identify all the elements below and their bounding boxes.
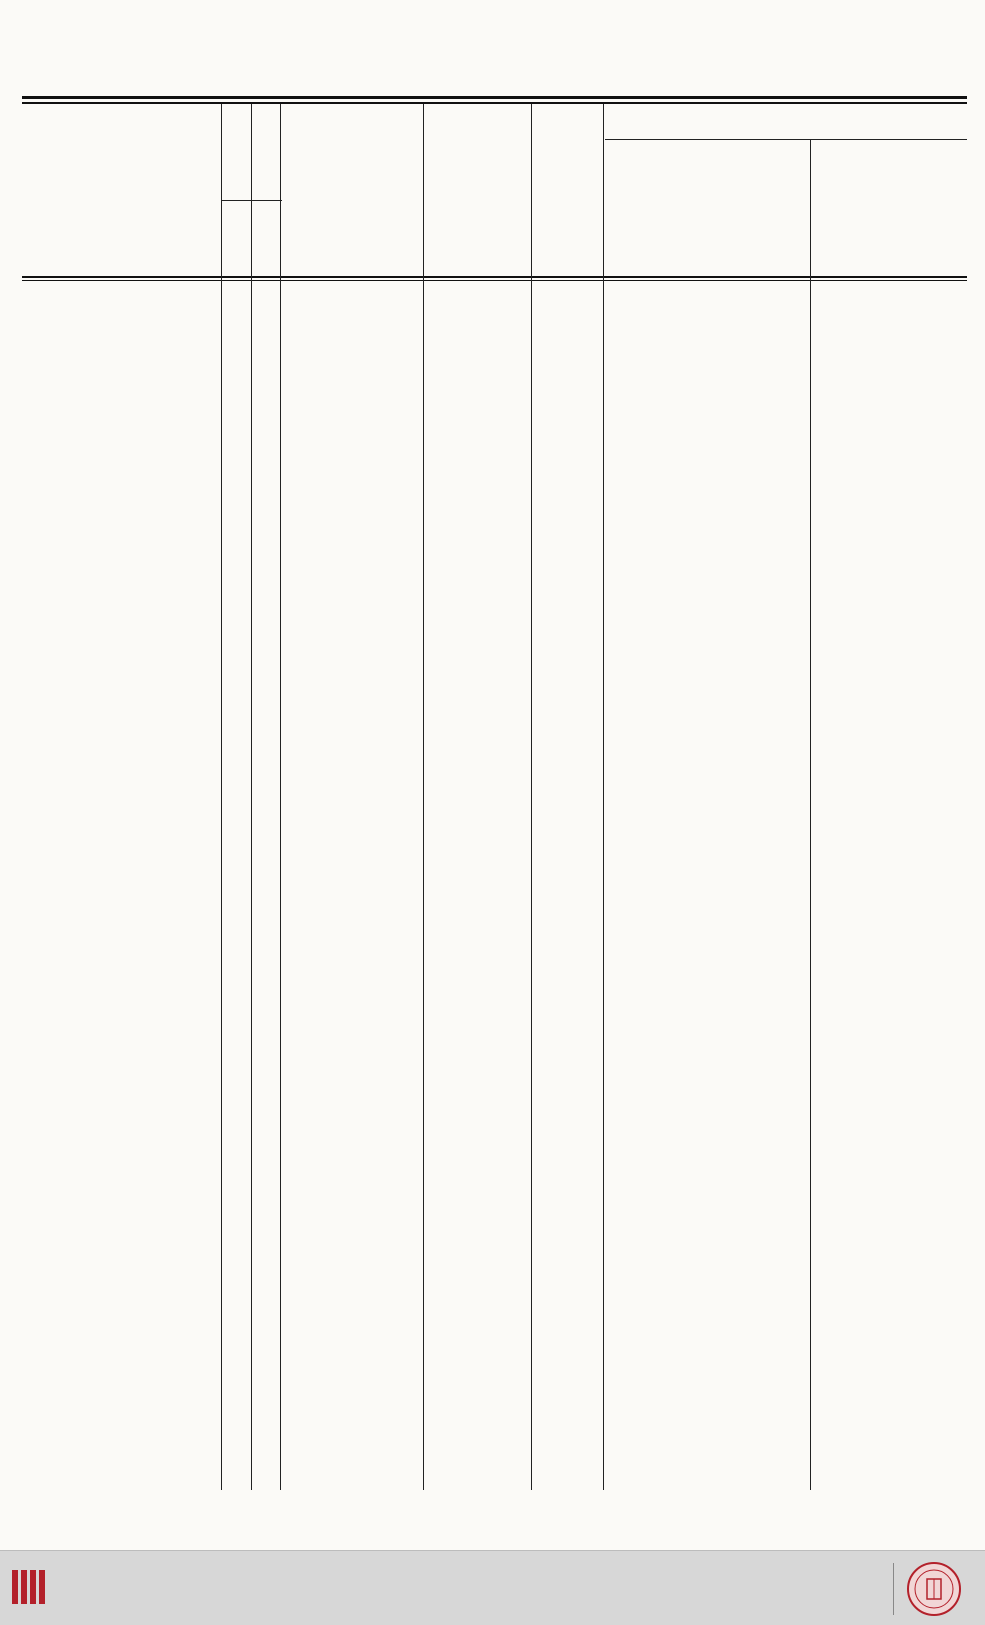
col-line-5 — [531, 104, 532, 1490]
col-line-6 — [603, 104, 604, 1490]
footer-bar — [0, 1550, 985, 1625]
immatr-divider — [222, 200, 282, 201]
col-line-4 — [423, 104, 424, 1490]
library-logo-icon — [10, 1566, 52, 1608]
col-line-3 — [280, 104, 281, 1490]
top-rule — [22, 96, 967, 99]
col-line-2 — [251, 104, 252, 1490]
top-rule-thin — [22, 102, 967, 104]
footer-separator — [893, 1563, 894, 1615]
header-rule — [22, 276, 967, 278]
header-rule-thin — [22, 280, 967, 281]
university-seal-icon — [906, 1561, 962, 1617]
col-line-7 — [810, 139, 811, 1490]
col-line-1 — [221, 104, 222, 1490]
wohnung-divider — [605, 139, 967, 140]
